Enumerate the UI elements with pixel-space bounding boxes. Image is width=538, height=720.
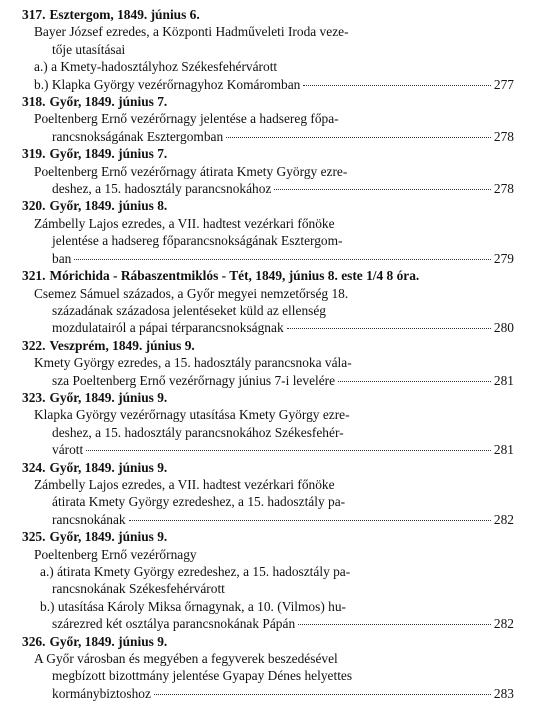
entry-place-date: Győr, 1849. június 8. <box>49 198 168 214</box>
entry-place-date: Győr, 1849. június 7. <box>49 146 168 162</box>
page-number: 282 <box>493 511 514 527</box>
toc-entry <box>22 633 514 703</box>
entry-heading <box>22 6 514 23</box>
entry-description: kormánybiztoshoz <box>52 685 151 701</box>
dot-leader <box>303 85 491 86</box>
dot-leader <box>287 328 491 329</box>
entry-description: jelentése a hadsereg főparancsnokságának Esztergom- <box>52 233 343 249</box>
entry-line <box>22 406 514 423</box>
entry-heading <box>22 337 514 354</box>
toc-entry <box>22 6 514 93</box>
entry-line <box>22 41 514 58</box>
entry-description: Poeltenberg Ernő vezérőrnagy átirata Kmety György ezre- <box>34 163 348 179</box>
entry-place-date: Esztergom, 1849. június 6. <box>49 7 200 22</box>
dot-leader <box>154 694 491 695</box>
entry-line-with-page <box>22 685 514 702</box>
entry-line <box>22 58 514 75</box>
page-number: 282 <box>493 616 514 632</box>
entry-number: 321. <box>22 268 46 284</box>
entry-line <box>22 580 514 597</box>
entry-heading <box>22 197 514 214</box>
toc-entry <box>22 267 514 337</box>
entry-line <box>22 476 514 493</box>
entry-number: 320. <box>22 198 46 214</box>
entry-heading <box>22 633 514 650</box>
entry-line-with-page <box>22 250 514 267</box>
entry-description: Kmety György ezredes, a 15. hadosztály parancsnoka vála- <box>34 355 352 371</box>
entry-heading <box>22 267 514 284</box>
entry-place-date: Győr, 1849. június 9. <box>49 459 168 475</box>
entry-number: 326. <box>22 633 46 649</box>
entry-line <box>22 650 514 667</box>
entry-description: Poeltenberg Ernő vezérőrnagy <box>34 546 197 562</box>
dot-leader <box>129 520 491 521</box>
page-number: 281 <box>493 372 514 388</box>
entry-description: b.) Klapka György vezérőrnagyhoz Komáromban <box>34 76 301 92</box>
entry-line-with-page <box>22 511 514 528</box>
page-number: 281 <box>493 442 514 458</box>
page-number: 277 <box>493 76 514 92</box>
entry-description: tője utasításai <box>52 41 126 57</box>
entry-line-with-page <box>22 180 514 197</box>
entry-line-with-page <box>22 319 514 336</box>
entry-line <box>22 110 514 127</box>
entry-description: deshez, a 15. hadosztály parancsnokához <box>52 181 272 197</box>
entry-description: Poeltenberg Ernő vezérőrnagy jelentése a hadsereg főpa- <box>34 111 339 127</box>
entry-description: a.) a Kmety-hadosztályhoz Székesfehérvárott <box>34 59 278 75</box>
entry-line <box>22 424 514 441</box>
entry-line-with-page <box>22 372 514 389</box>
entry-number: 322. <box>22 337 46 353</box>
entry-place-date: Győr, 1849. június 9. <box>49 633 168 649</box>
entry-number: 323. <box>22 389 46 405</box>
entry-description: szárezred két osztálya parancsnokának Pápán <box>52 616 296 632</box>
entry-description: rancsnokának <box>52 511 126 527</box>
entry-description: rancsnokságának Esztergomban <box>52 128 224 144</box>
entry-line-with-page <box>22 76 514 93</box>
entry-line <box>22 354 514 371</box>
entry-place-date: Győr, 1849. június 7. <box>49 94 168 110</box>
dot-leader <box>298 624 491 625</box>
toc-entry <box>22 93 514 145</box>
entry-heading <box>22 389 514 406</box>
entry-description: A Győr városban és megyében a fegyverek beszedésével <box>34 651 338 667</box>
entry-description: b.) utasítása Károly Miksa őrnagynak, a 10. (Vilmos) hu- <box>40 598 346 614</box>
dot-leader <box>86 450 491 451</box>
entry-heading <box>22 528 514 545</box>
entry-number: 318. <box>22 94 46 110</box>
entry-description: a.) átirata Kmety György ezredeshez, a 15. hadosztály pa- <box>40 564 351 579</box>
toc-entry <box>22 459 514 529</box>
entry-description: deshez, a 15. hadosztály parancsnokához Székesfehér- <box>52 424 344 440</box>
entry-description: századának századosa jelentéseket küld az ellenség <box>52 302 326 318</box>
entry-line <box>22 285 514 302</box>
entry-place-date: Győr, 1849. június 9. <box>49 389 168 405</box>
entry-description: ban <box>52 250 72 266</box>
entry-line <box>22 302 514 319</box>
entry-number: 324. <box>22 459 46 475</box>
entry-place-date: Győr, 1849. június 9. <box>49 529 168 545</box>
toc-entry <box>22 197 514 267</box>
toc-entry <box>22 389 514 459</box>
entry-description: sza Poeltenberg Ernő vezérőrnagy június 7-i levelére <box>52 372 336 388</box>
entry-line-with-page <box>22 615 514 632</box>
page-number: 283 <box>493 685 514 701</box>
entry-number: 325. <box>22 529 46 545</box>
entry-number: 319. <box>22 146 46 162</box>
entry-line-with-page <box>22 441 514 458</box>
entry-number: 317. <box>22 7 46 22</box>
entry-place-date: Veszprém, 1849. június 9. <box>49 337 195 353</box>
entry-heading <box>22 145 514 162</box>
entry-line-with-page <box>22 128 514 145</box>
entry-line <box>22 493 514 510</box>
entry-description: megbízott bizottmány jelentése Gyapay Dénes helyettes <box>52 668 353 684</box>
entry-description: átirata Kmety György ezredeshez, a 15. hadosztály pa- <box>52 494 346 510</box>
entry-description: Csemez Sámuel százados, a Győr megyei nemzetőrség 18. <box>34 285 349 301</box>
entry-line <box>22 232 514 249</box>
entry-description: Bayer József ezredes, a Központi Hadműveleti Iroda veze- <box>34 24 349 40</box>
toc-entry <box>22 145 514 197</box>
page-number: 278 <box>493 128 514 144</box>
entry-description: Zámbelly Lajos ezredes, a VII. hadtest vezérkari főnöke <box>34 215 335 231</box>
toc-entry <box>22 337 514 389</box>
entry-line <box>22 23 514 40</box>
toc-entry <box>22 528 514 632</box>
entry-heading <box>22 459 514 476</box>
dot-leader <box>274 189 491 190</box>
entry-heading <box>22 93 514 110</box>
entry-description: Zámbelly Lajos ezredes, a VII. hadtest vezérkari főnöke <box>34 476 335 492</box>
entry-description: Klapka György vezérőrnagy utasítása Kmety György ezre- <box>34 407 350 423</box>
dot-leader <box>226 137 491 138</box>
page-number: 280 <box>493 320 514 336</box>
entry-line <box>22 215 514 232</box>
entry-line <box>22 667 514 684</box>
dot-leader <box>74 259 491 260</box>
page-number: 279 <box>493 250 514 266</box>
entry-line <box>22 598 514 615</box>
entry-place-date: Mórichida - Rábaszentmiklós - Tét, 1849, június 8. este 1/4 8 óra. <box>49 268 420 284</box>
dot-leader <box>338 381 491 382</box>
entry-line <box>22 546 514 563</box>
page-number: 278 <box>493 181 514 197</box>
entry-description: rancsnokának Székesfehérvárott <box>52 581 225 597</box>
entry-line <box>22 563 514 580</box>
entry-description: várott <box>52 442 84 458</box>
entry-line <box>22 163 514 180</box>
entry-description: mozdulatairól a pápai térparancsnokságnak <box>52 320 284 336</box>
